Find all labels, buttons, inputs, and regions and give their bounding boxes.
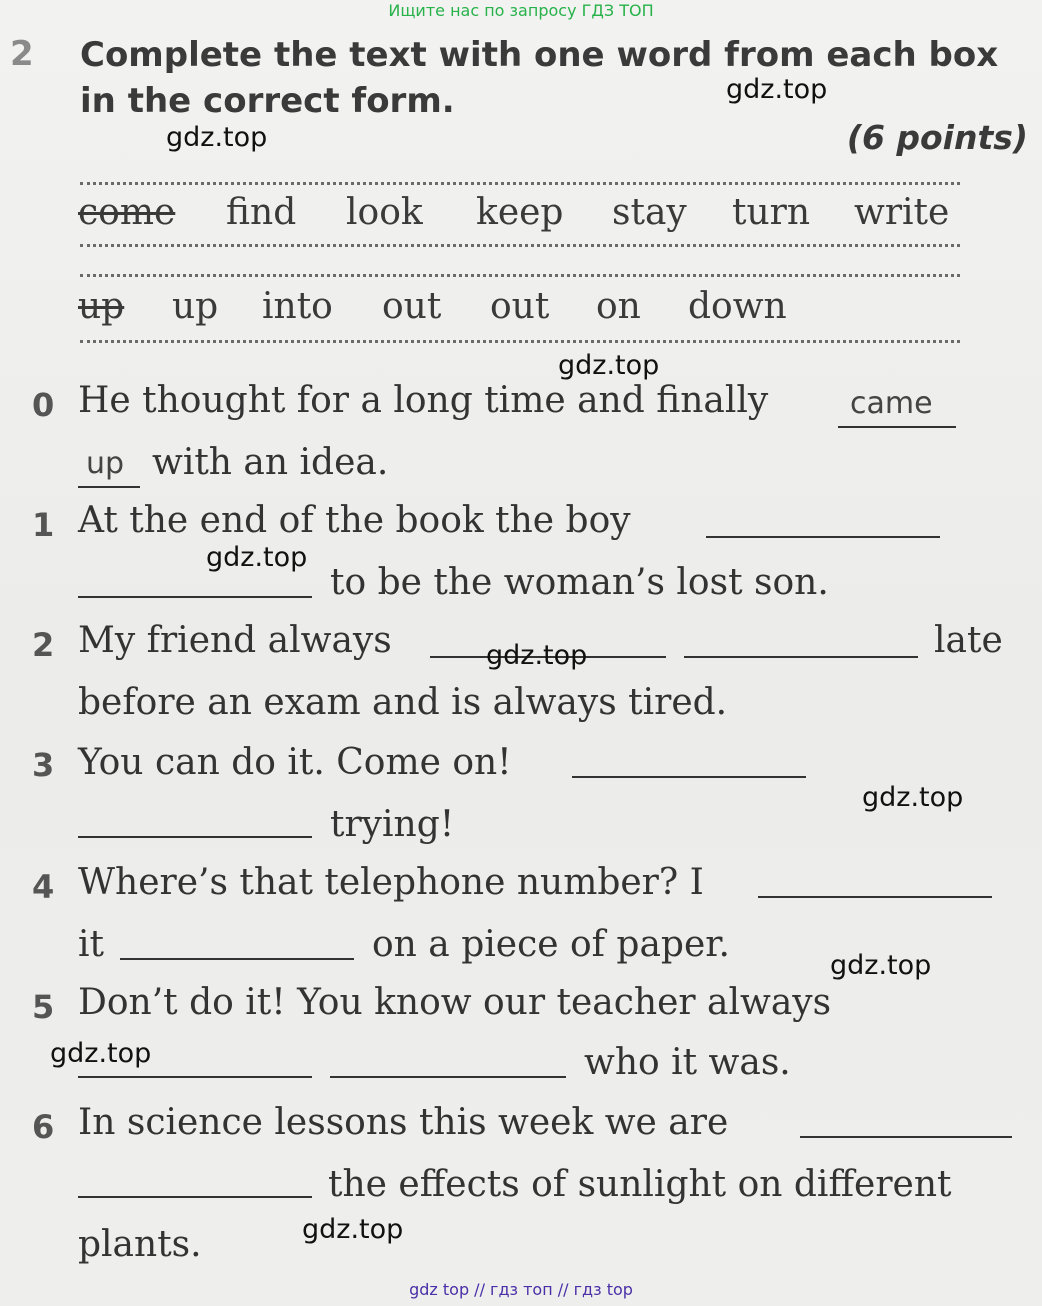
item-4-blank2[interactable] (120, 958, 354, 960)
item-number: 0 (32, 386, 55, 424)
item-5-line1: Don’t do it! You know our teacher always (78, 982, 832, 1023)
verb-word: keep (476, 192, 564, 233)
particles-box-bottom-border (80, 340, 960, 343)
watermark: gdz.top (486, 640, 588, 671)
item-1-blank2[interactable] (78, 596, 312, 598)
item-6-line1: In science lessons this week we are (78, 1102, 729, 1143)
item-0-line1: He thought for a long time and finally (78, 380, 769, 421)
particle-word: up (172, 286, 219, 327)
item-number: 5 (32, 988, 55, 1026)
item-number: 2 (32, 626, 55, 664)
particle-word: out (382, 286, 442, 327)
item-3-blank2[interactable] (78, 836, 312, 838)
exercise-instruction (80, 32, 1030, 124)
item-5-line2: who it was. (584, 1042, 791, 1083)
item-0-blank2[interactable] (78, 486, 140, 488)
points-label: (6 points) (846, 118, 1028, 157)
item-5-blank2[interactable] (330, 1076, 566, 1078)
particle-word: down (688, 286, 787, 327)
item-4-line2-start: it (78, 924, 104, 965)
verbs-box-top-border (80, 182, 960, 185)
verb-word: turn (732, 192, 811, 233)
watermark: gdz.top (302, 1214, 404, 1245)
item-2-line1: My friend always (78, 620, 392, 661)
item-6-line2: the effects of sunlight on different (328, 1164, 952, 1205)
watermark: gdz.top (50, 1038, 152, 1069)
item-1-blank1[interactable] (706, 536, 940, 538)
top-banner[interactable]: Ищите нас по запросу ГДЗ ТОП (388, 1, 654, 20)
particle-word: up (78, 286, 125, 327)
item-1-line1: At the end of the book the boy (78, 500, 631, 541)
verb-word: look (346, 192, 423, 233)
item-1-line2: to be the woman’s lost son. (330, 562, 829, 603)
item-5-blank1[interactable] (78, 1076, 312, 1078)
item-6-blank1[interactable] (800, 1136, 1012, 1138)
particle-word: on (596, 286, 641, 327)
instruction-line-2: in the correct form. (80, 81, 455, 121)
item-number: 1 (32, 506, 55, 544)
item-number: 3 (32, 746, 55, 784)
item-0-line2: with an idea. (152, 442, 389, 483)
verb-word: come (78, 192, 176, 233)
watermark: gdz.top (558, 350, 660, 381)
item-number: 6 (32, 1108, 55, 1146)
particle-word: out (490, 286, 550, 327)
item-3-blank1[interactable] (572, 776, 806, 778)
verb-word: write (854, 192, 950, 233)
item-0-answer1: came (850, 386, 933, 421)
verb-word: stay (612, 192, 687, 233)
watermark: gdz.top (726, 74, 828, 105)
item-0-answer2: up (86, 446, 125, 481)
item-2-blank2[interactable] (684, 656, 918, 658)
instruction-line-1: Complete the text with one word from each box (80, 35, 999, 75)
item-6-line3: plants. (78, 1224, 202, 1265)
item-3-line2: trying! (330, 804, 455, 845)
bottom-banner[interactable]: gdz top // гдз топ // гдз top (409, 1280, 633, 1299)
watermark: gdz.top (830, 950, 932, 981)
watermark: gdz.top (862, 782, 964, 813)
watermark: gdz.top (166, 122, 268, 153)
verb-word: find (226, 192, 297, 233)
item-number: 4 (32, 868, 55, 906)
verbs-box-bottom-border (80, 244, 960, 247)
item-4-line2: on a piece of paper. (372, 924, 730, 965)
particle-word: into (262, 286, 333, 327)
item-4-line1: Where’s that telephone number? I (78, 862, 704, 903)
item-4-blank1[interactable] (758, 896, 992, 898)
item-3-line1: You can do it. Come on! (78, 742, 512, 783)
watermark: gdz.top (206, 542, 308, 573)
item-2-line2: before an exam and is always tired. (78, 682, 728, 723)
item-2-line1-end: late (934, 620, 1003, 661)
item-0-blank1[interactable] (838, 426, 956, 428)
item-6-blank2[interactable] (78, 1196, 312, 1198)
particles-box-top-border (80, 274, 960, 277)
exercise-number: 2 (10, 34, 34, 74)
